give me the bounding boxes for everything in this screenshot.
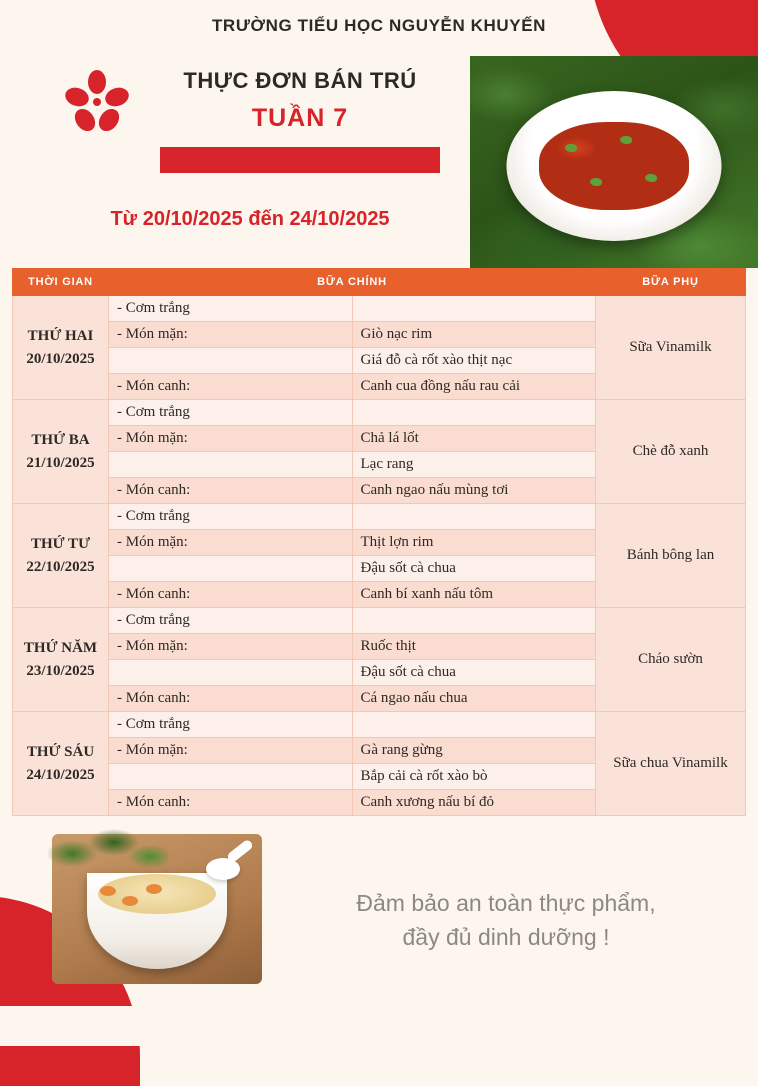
side-meal-cell: Sữa Vinamilk — [596, 296, 746, 400]
meal-label-cell — [109, 660, 353, 686]
day-cell — [13, 712, 109, 816]
day-date: 21/10/2025 — [26, 454, 95, 471]
table-row — [13, 712, 746, 738]
dish-cell — [352, 712, 596, 738]
day-cell — [13, 296, 109, 400]
dish-cell: Cá ngao nấu chua — [352, 686, 596, 712]
meal-label-cell: - Cơm trắng — [109, 400, 353, 426]
meal-label-cell: - Món canh: — [109, 790, 353, 816]
table-row — [13, 504, 746, 530]
slogan-line-2: đầy đủ dinh dưỡng ! — [402, 923, 610, 950]
dish-cell: Gà rang gừng — [352, 738, 596, 764]
table-row — [13, 400, 746, 426]
menu-table — [12, 268, 746, 816]
herb-garnish-icon — [645, 174, 657, 182]
table-header-row — [13, 269, 746, 296]
day-cell — [13, 608, 109, 712]
dish-cell — [352, 400, 596, 426]
meal-label-cell: - Món mặn: — [109, 634, 353, 660]
meal-label-cell: - Món mặn: — [109, 426, 353, 452]
carrot-slice-icon — [146, 884, 162, 894]
meal-label-cell: - Món canh: — [109, 374, 353, 400]
meal-label-cell: - Món canh: — [109, 478, 353, 504]
soup-bowl-photo — [52, 834, 262, 984]
day-name: THỨ SÁU — [26, 744, 95, 760]
dish-cell: Canh ngao nấu mùng tơi — [352, 478, 596, 504]
day-cell — [13, 400, 109, 504]
dish-cell: Giò nạc rim — [352, 322, 596, 348]
meal-label-cell: - Cơm trắng — [109, 296, 353, 322]
bottom-band — [0, 1006, 758, 1046]
meal-label-cell — [109, 764, 353, 790]
meal-label-cell: - Món mặn: — [109, 322, 353, 348]
meal-label-cell: - Món mặn: — [109, 530, 353, 556]
dish-cell: Chả lá lốt — [352, 426, 596, 452]
dish-cell: Đậu sốt cà chua — [352, 660, 596, 686]
meal-label-cell: - Cơm trắng — [109, 504, 353, 530]
dish-cell: Canh xương nấu bí đỏ — [352, 790, 596, 816]
dish-cell — [352, 504, 596, 530]
day-name: THỨ TƯ — [30, 536, 91, 552]
slogan — [306, 887, 706, 954]
day-name: THỨ BA — [31, 432, 90, 448]
day-name: THỨ NĂM — [23, 640, 98, 656]
column-header-main-meal: BỮA CHÍNH — [109, 269, 596, 296]
column-header-time: THỜI GIAN — [13, 269, 109, 296]
day-date: 23/10/2025 — [26, 662, 95, 679]
dish-cell: Ruốc thịt — [352, 634, 596, 660]
meal-label-cell — [109, 556, 353, 582]
table-row — [13, 296, 746, 322]
red-divider-bar — [160, 147, 440, 173]
side-meal-cell: Bánh bông lan — [596, 504, 746, 608]
dish-cell: Lạc rang — [352, 452, 596, 478]
meal-label-cell: - Món canh: — [109, 686, 353, 712]
meal-label-cell: - Món mặn: — [109, 738, 353, 764]
food-shape — [539, 122, 689, 210]
column-header-side-meal: BỮA PHỤ — [596, 269, 746, 296]
carrot-slice-icon — [122, 896, 138, 906]
side-meal-cell: Sữa chua Vinamilk — [596, 712, 746, 816]
dish-cell — [352, 296, 596, 322]
week-title: TUẦN 7 — [251, 104, 349, 132]
dish-cell: Canh cua đồng nấu rau cải — [352, 374, 596, 400]
dish-cell: Bắp cải cà rốt xào bò — [352, 764, 596, 790]
day-cell — [13, 504, 109, 608]
meal-label-cell: - Món canh: — [109, 582, 353, 608]
school-name: TRƯỜNG TIỂU HỌC NGUYỄN KHUYẾN — [211, 16, 547, 35]
meal-label-cell — [109, 348, 353, 374]
herb-garnish-icon — [590, 178, 602, 186]
title-block — [140, 68, 460, 173]
menu-title: THỰC ĐƠN BÁN TRÚ — [183, 68, 417, 93]
date-range: Từ 20/10/2025 đến 24/10/2025 — [110, 208, 390, 230]
side-meal-cell: Cháo sườn — [596, 608, 746, 712]
carrot-slice-icon — [100, 886, 116, 896]
greens-garnish — [48, 820, 168, 876]
meal-label-cell — [109, 452, 353, 478]
table-row — [13, 608, 746, 634]
dish-cell: Đậu sốt cà chua — [352, 556, 596, 582]
flower-logo-icon — [62, 66, 132, 136]
broth-shape — [98, 874, 216, 914]
spoon-icon — [206, 858, 240, 880]
hero-dish-photo — [470, 56, 758, 268]
meal-label-cell: - Cơm trắng — [109, 712, 353, 738]
side-meal-cell: Chè đỗ xanh — [596, 400, 746, 504]
dish-cell: Giá đỗ cà rốt xào thịt nạc — [352, 348, 596, 374]
day-date: 24/10/2025 — [26, 766, 95, 783]
herb-garnish-icon — [565, 144, 577, 152]
day-date: 20/10/2025 — [26, 350, 95, 367]
dish-cell: Canh bí xanh nấu tôm — [352, 582, 596, 608]
dish-cell: Thịt lợn rim — [352, 530, 596, 556]
slogan-line-1: Đảm bảo an toàn thực phẩm, — [356, 890, 656, 917]
day-name: THỨ HAI — [27, 328, 94, 344]
day-date: 22/10/2025 — [26, 558, 95, 575]
herb-garnish-icon — [620, 136, 632, 144]
meal-label-cell: - Cơm trắng — [109, 608, 353, 634]
dish-cell — [352, 608, 596, 634]
